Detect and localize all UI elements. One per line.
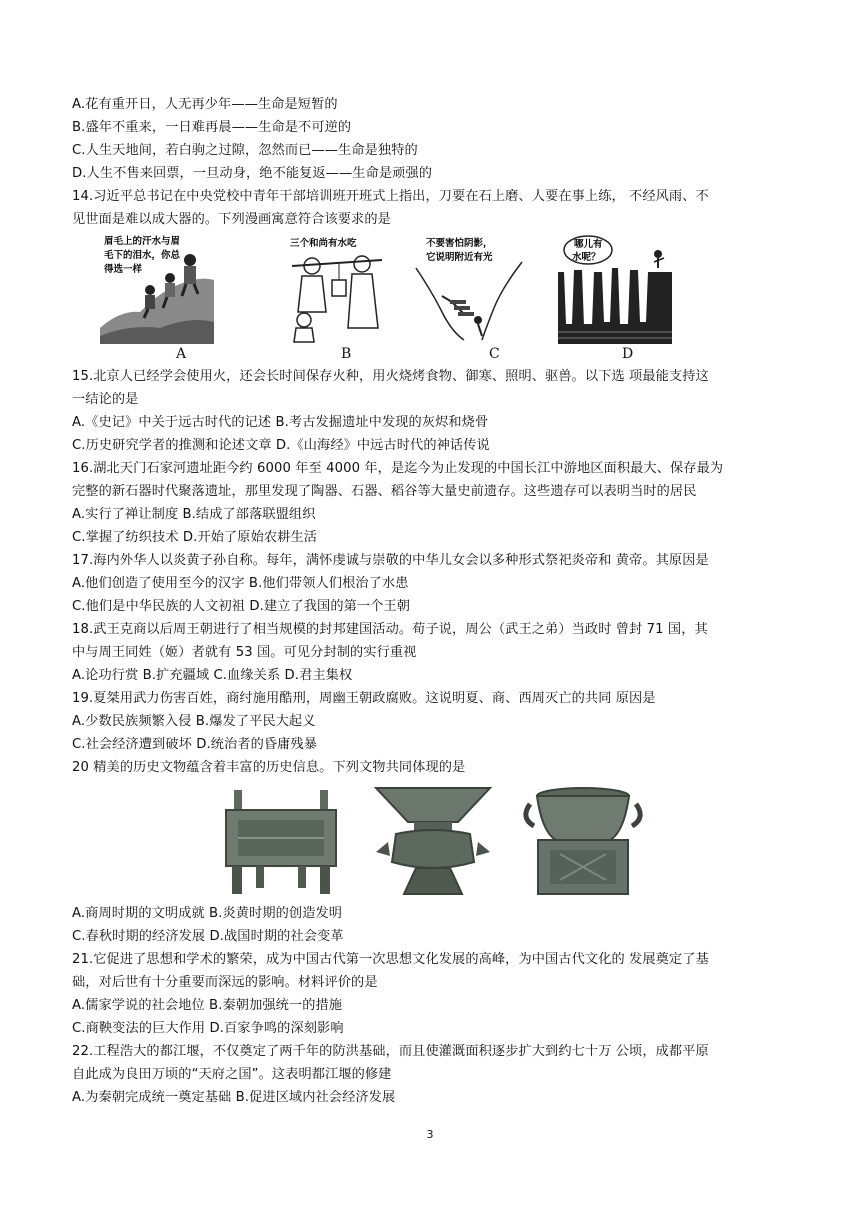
cartoon-c-label: C <box>489 346 500 362</box>
cartoon-d-caption-1: 哪儿有 <box>574 239 603 250</box>
q21-stem-line-1: 21.它促进了思想和学术的繁荣，成为中国古代第一次思想文化发展的高峰，为中国古代文化的 发展奠定了基 <box>72 952 709 967</box>
cartoon-a-drawing <box>100 232 214 344</box>
q22-options-ab: A.为秦朝完成统一奠定基础 B.促进区域内社会经济发展 <box>72 1090 396 1105</box>
q13-option-c: C.人生天地间，若白驹之过隙，忽然而已——生命是独特的 <box>72 143 418 158</box>
q19-options-cd: C.社会经济遭到破坏 D.统治者的昏庸残暴 <box>72 737 318 752</box>
q21-stem-line-2: 础，对后世有十分重要而深远的影响。材料评价的是 <box>72 975 378 990</box>
bronze-gui-image <box>520 782 646 898</box>
cartoon-a-caption-1: 眉毛上的汗水与眉 <box>104 236 181 247</box>
q16-stem-line-1: 16.湖北天门石家河遗址距今约 6000 年至 4000 年，是迄今为止发现的中国长江中游地区面积最大、保存最为 <box>72 461 724 476</box>
bronze-ding-image <box>216 784 346 896</box>
q20-stem: 20 精美的历史文物蕴含着丰富的历史信息。下列文物共同体现的是 <box>72 760 466 775</box>
q13-option-d: D.人生不售来回票，一旦动身，绝不能复返——生命是顽强的 <box>72 166 433 181</box>
cartoon-d-caption-2: 水呢？ <box>572 252 601 263</box>
q14-stem-line-1: 14.习近平总书记在中央党校中青年干部培训班开班式上指出，刀要在石上磨、人要在事上练， 不经风雨、不 <box>72 189 709 204</box>
cartoon-b-caption: 三个和尚有水吃 <box>290 238 357 249</box>
cartoon-c-caption-1: 不要害怕阴影， <box>426 238 493 249</box>
cartoon-a-caption-2: 毛下的泪水，你总 <box>104 250 181 261</box>
cartoon-a-label: A <box>176 346 187 362</box>
q17-options-cd: C.他们是中华民族的人文初祖 D.建立了我国的第一个王朝 <box>72 599 411 614</box>
q21-options-ab: A.儒家学说的社会地位 B.秦朝加强统一的措施 <box>72 998 343 1013</box>
cartoon-d-drawing <box>558 232 672 344</box>
cartoon-d <box>558 232 672 344</box>
q15-stem-line-1: 15.北京人已经学会使用火，还会长时间保存火种，用火烧烤食物、御寒、照明、驱兽。以下选 项最能支持这 <box>72 369 709 384</box>
q22-stem-line-1: 22.工程浩大的都江堰，不仅奠定了两千年的防洪基础，而且使灌溉面积逐步扩大到约七十万 公顷，成都平原 <box>72 1044 709 1059</box>
cartoon-a-caption-3: 得选一样 <box>104 264 143 275</box>
q20-options-cd: C.春秋时期的经济发展 D.战国时期的社会变革 <box>72 929 344 944</box>
q15-options-cd: C.历史研究学者的推测和论述文章 D.《山海经》中远古时代的神话传说 <box>72 438 490 453</box>
cartoon-c-drawing <box>412 232 526 344</box>
cartoon-c <box>412 232 526 344</box>
q19-options-ab: A.少数民族频繁入侵 B.爆发了平民大起义 <box>72 714 316 729</box>
bronze-zun-image <box>370 782 496 898</box>
cartoon-b-drawing <box>282 232 396 344</box>
q19-stem: 19.夏桀用武力伤害百姓，商纣施用酷刑，周幽王朝政腐败。这说明夏、商、西周灭亡的共同 原因是 <box>72 691 656 706</box>
cartoon-c-caption-2: 它说明附近有光 <box>426 252 493 263</box>
cartoon-b-label: B <box>341 346 352 362</box>
q17-stem: 17.海内外华人以炎黄子孙自称。每年，满怀虔诚与崇敬的中华儿女会以多种形式祭祀炎帝和 黄帝。其原因是 <box>72 553 709 568</box>
cartoon-d-label: D <box>622 346 634 362</box>
q22-stem-line-2: 自此成为良田万顷的“天府之国”。这表明都江堰的修建 <box>72 1067 392 1082</box>
q18-stem-line-1: 18.武王克商以后周王朝进行了相当规模的封邦建国活动。荀子说，周公（武王之弟）当政时 曾封 71 国，其 <box>72 622 708 637</box>
q18-stem-line-2: 中与周王同姓（姬）者就有 53 国。可见分封制的实行重视 <box>72 645 417 660</box>
cartoon-a <box>100 232 214 344</box>
q18-options: A.论功行赏 B.扩充疆域 C.血缘关系 D.君主集权 <box>72 668 353 683</box>
cartoon-b <box>282 232 396 344</box>
q15-options-ab: A.《史记》中关于远古时代的记述 B.考古发掘遗址中发现的灰烬和烧骨 <box>72 415 489 430</box>
q13-option-b: B.盛年不重来，一日难再晨——生命是不可逆的 <box>72 120 352 135</box>
q17-options-ab: A.他们创造了使用至今的汉字 B.他们带领人们根治了水患 <box>72 576 409 591</box>
q13-option-a: A.花有重开日，人无再少年——生命是短暂的 <box>72 97 338 112</box>
q14-stem-line-2: 见世面是难以成大器的。下列漫画寓意符合该要求的是 <box>72 212 391 227</box>
page-number: 3 <box>426 1128 434 1141</box>
q20-options-ab: A.商周时期的文明成就 B.炎黄时期的创造发明 <box>72 906 343 921</box>
q16-options-ab: A.实行了禅让制度 B.结成了部落联盟组织 <box>72 507 316 522</box>
q15-stem-line-2: 一结论的是 <box>72 392 139 407</box>
q16-options-cd: C.掌握了纺织技术 D.开始了原始农耕生活 <box>72 530 318 545</box>
q16-stem-line-2: 完整的新石器时代聚落遗址，那里发现了陶器、石器、稻谷等大量史前遗存。这些遗存可以表明当时的居民 <box>72 484 697 499</box>
q21-options-cd: C.商鞅变法的巨大作用 D.百家争鸣的深刻影响 <box>72 1021 344 1036</box>
